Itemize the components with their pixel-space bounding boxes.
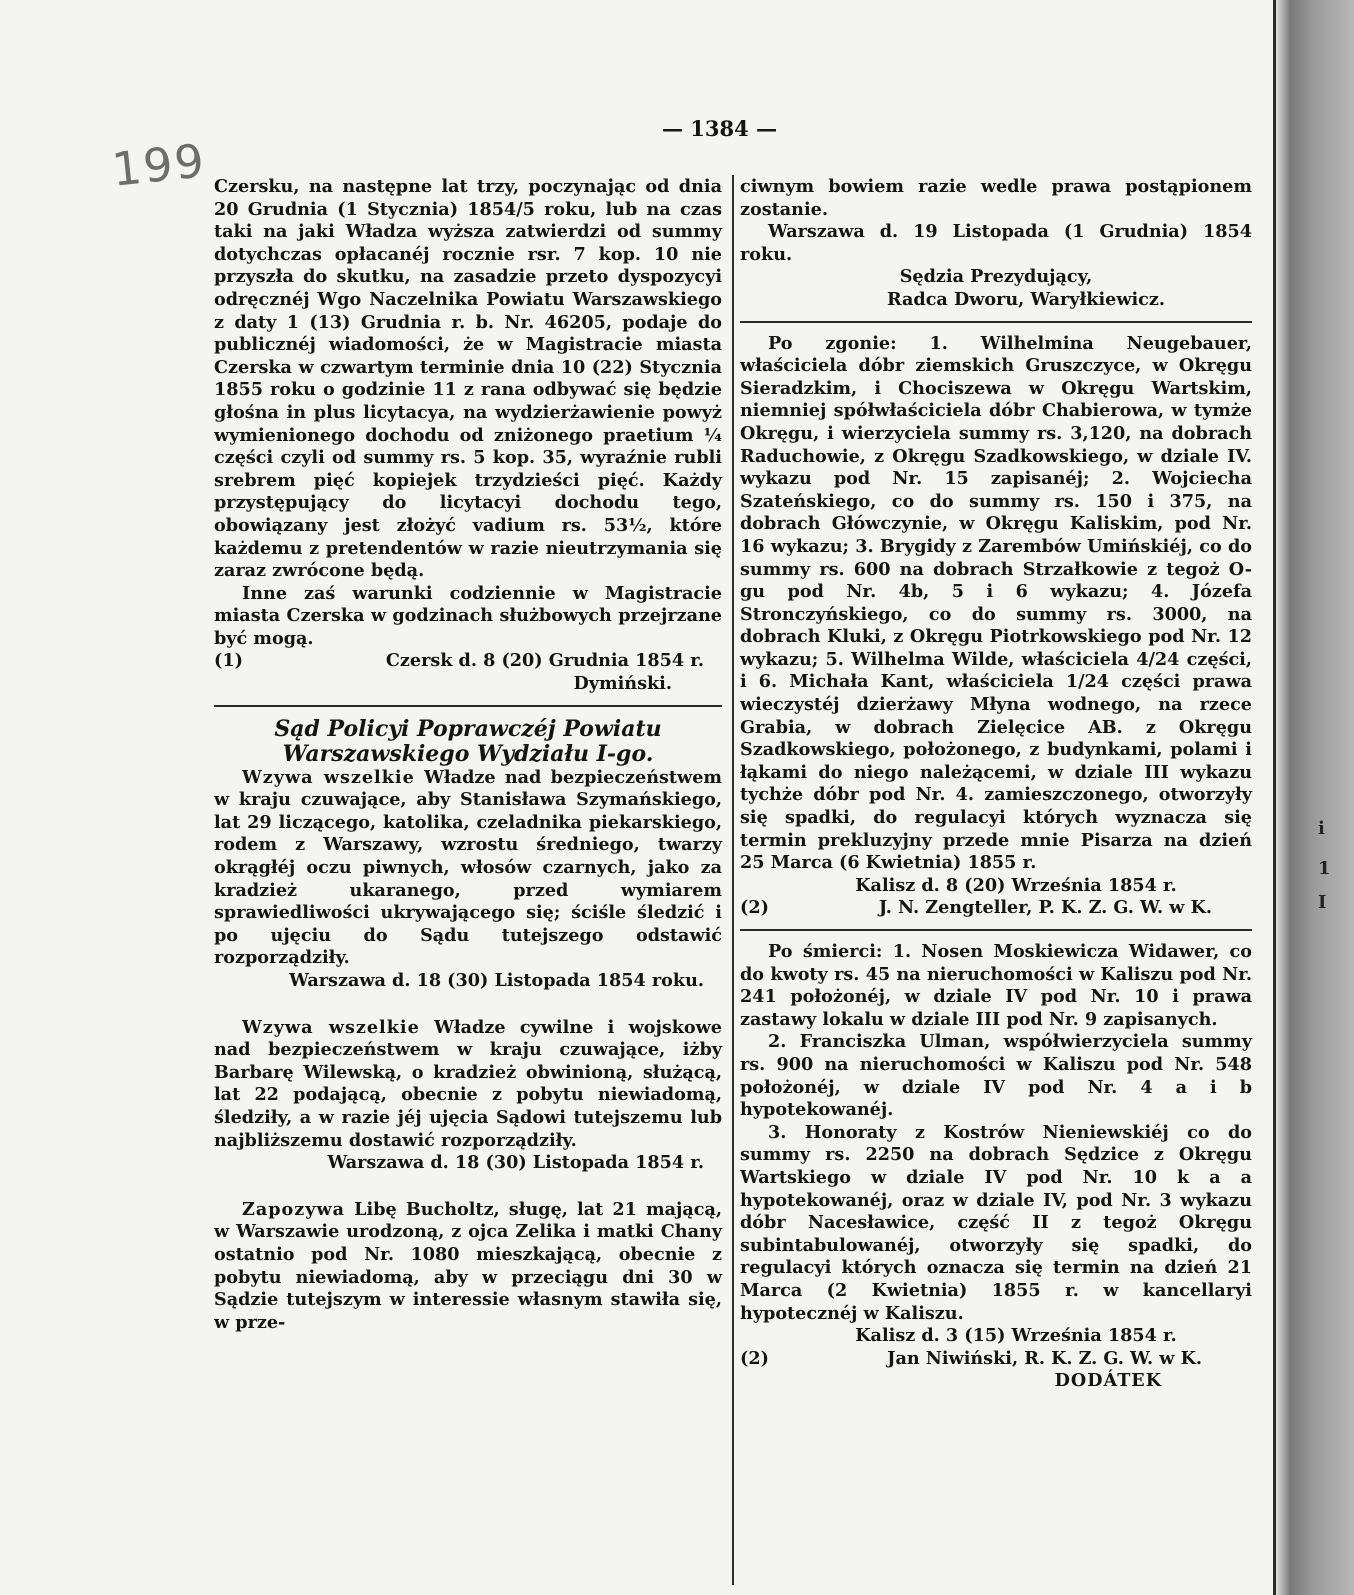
catchword: DODÁTEK	[1054, 1370, 1162, 1392]
column-divider	[732, 175, 734, 1585]
section-rule	[214, 705, 722, 707]
notice-neugebauer: Po zgonie: 1. Wilhelmina Neugebauer, właściciela dóbr ziemskich Gruszczyce, w Okręgu Sieradzkim, i Chociszewa w Okręgu Wartskim, niemniej spółwłaściciela dóbr Chabierowa, w tymże Okręgu, i wierzyciela summy rs. 3,120, na dobrach Raduchowie, z Okręgu Szadkowskiego, w dziale IV. wykazu pod Nr. 15 zapisanéj; 2. Wojciecha Szateńskiego, co do summy rs. 150 i 375, na dobrach Główczynie, w Okręgu Kaliskim, pod Nr. 16 wykazu; 3. Brygidy z Zarembów Umińskiéj, co do summy rs. 600 na dobrach Strzałkowie z tegoż O-gu pod Nr. 4b, 5 i 6 wykazu; 4. Józefa Stronczyńskiego, co do summy rs. 3000, na dobrach Kluki, z Okręgu Piotrkowskiego pod Nr. 12 wykazu; 5. Wilhelma Wilde, właściciela 4/24 części, i 6. Michała Kant, właściciela 1/24 części prawa wieczystéj dzierżawy Młyna wodnego, na rzece Grabia, w dobrach Zielęcice AB. z Okręgu Szadkowskiego, położonego, z budynkami, polami i łąkami do niego należącemi, w dziale III wykazu tychże dóbr pod Nr. 4. zamieszczonego, otworzyły się spadki, do regulacyi których wyznacza się termin prekluzyjny przede mnie Pisarza na dzień 25 Marca (6 Kwietnia) 1855 r.	[740, 332, 1252, 874]
notice-date: Kalisz d. 3 (15) Września 1854 r.	[855, 1325, 1177, 1347]
notice-szymanski	[214, 767, 722, 970]
notice-ulman: 2. Franciszka Ulman, współwierzyciela summy rs. 900 na nieruchomości w Kaliszu pod Nr. 548 położonéj, w dziale IV pod Nr. 4 a i b hypotekowanéj.	[740, 1031, 1252, 1121]
edge-mark-3: I	[1318, 892, 1327, 913]
page-number: — 1384 —	[662, 116, 778, 141]
adjacent-page-edge	[1276, 0, 1354, 1595]
notice-signature: J. N. Zengteller, P. K. Z. G. W. w K.	[878, 897, 1212, 919]
judge-signature: Radca Dworu, Waryłkiewicz.	[886, 288, 1166, 310]
notice-bucholtz	[214, 1199, 722, 1335]
notice-lead: Wzywa wszelkie	[242, 1016, 420, 1038]
notice-number: (2)	[740, 897, 769, 919]
edge-mark-2: 1	[1318, 858, 1331, 879]
notice-lead: Zapozywa	[242, 1198, 346, 1220]
edge-mark-1: i	[1318, 818, 1325, 839]
court-heading: Sąd Policyi Poprawczéj Powiatu Warszawskiego Wydziału I-go.	[274, 715, 662, 767]
notice-signature-row	[740, 897, 1252, 920]
notice-date: Czersk d. 8 (20) Grudnia 1854 r.	[385, 650, 704, 672]
notice-nieniewska: 3. Honoraty z Kostrów Nieniewskiéj co do summy rs. 2250 na dobrach Sędzice z Okręgu Wartskiego w dziale IV pod Nr. 10 k a a hypotekowanéj, oraz w dziale IV, pod Nr. 3 wykazu dóbr Nacesławice, część II z tegoż Okręgu subintabulowanéj, otworzyły się spadki, do regulacyi których oznacza się termin na dzień 21 Marca (2 Kwietnia) 1855 r. w kancellaryi hypotecznéj w Kaliszu.	[740, 1121, 1252, 1324]
notice-czersk-dateline	[214, 650, 722, 673]
pencil-folio-note: 199	[109, 133, 209, 197]
section-rule	[740, 929, 1252, 931]
notice-wilewska	[214, 1017, 722, 1153]
notice-number: (2)	[740, 1347, 769, 1369]
notice-date: Warszawa d. 18 (30) Listopada 1854 roku.	[289, 970, 704, 991]
notice-widawer: Po śmierci: 1. Nosen Moskiewicza Widawer, co do kwoty rs. 45 na nieruchomości w Kaliszu pod Nr. 241 położonéj, w dziale IV pod Nr. 10 i prawa zastawy lokalu w dziale III pod Nr. 9 zapisanych.	[740, 941, 1252, 1030]
notice-czersk-text: Czersku, na następne lat trzy, poczynając od dnia 20 Grudnia (1 Stycznia) 1854/5 roku, lub na czas taki na jaki Władza wyższa zatwierdzi od summy dotychczas opłacanéj rocznie rsr. 7 kop. 10 nie przyszła do skutku, na zasadzie przeto dyspozycyi odręcznéj Wgo Naczelnika Powiatu Warszawskiego z daty 1 (13) Grudnia r. b. Nr. 46205, podaje do publicznéj wiadomości, że w Magistracie miasta Czerska w czwartym terminie dnia 10 (22) Stycznia 1855 roku o godzinie 11 z rana odbywać się będzie głośna in plus licytacya, na wydzierżawienie powyż wymienionego dochodu od zniżonego praetium ¼ części czyli od summy rs. 5 kop. 35, wyraźnie rubli srebrem pięć kopiejek trzydzieści pięć. Każdy przystępujący do licytacyi dochodu tego, obowiązany jest złożyć vadium rs. 53½, które każdemu z pretendentów w razie nieutrzymania się zaraz zwrócone będą.	[214, 176, 722, 582]
notice-body: Władze cywilne i wojskowe nad bezpieczeństwem w kraju czuwające, iżby Barbarę Wilewską, o kradzież obwinioną, służącą, lat 22 podającą, obecnie z pobytu niewiadomą, śledziły, a w razie jéj ujęcia Sądowi tutejszemu lub najbliższemu dostawić rozporządziły.	[214, 1016, 722, 1151]
continuation-text: ciwnym bowiem razie wedle prawa postąpionem zostanie.	[740, 176, 1252, 220]
notice-lead: Wzywa wszelkie	[242, 766, 415, 788]
left-column	[214, 176, 722, 1334]
notice-czersk-conditions: Inne zaś warunki codziennie w Magistracie miasta Czerska w godzinach służbowych przejrzane być mogą.	[214, 582, 722, 649]
spacer	[214, 993, 722, 1017]
notice-date: Warszawa d. 18 (30) Listopada 1854 r.	[327, 1152, 704, 1174]
notice-signature-row	[740, 1348, 1252, 1371]
section-rule	[740, 321, 1252, 323]
right-column	[740, 176, 1252, 1393]
notice-signature: Dymiński.	[573, 673, 672, 695]
notice-body: Władze nad bezpieczeństwem w kraju czuwające, aby Stanisława Szymańskiego, lat 29 liczącego, katolika, czeladnika piekarskiego, rodem z Warszawy, wzrostu średniego, twarzy okrągłéj oczu piwnych, włosów czarnych, jako za kradzież ukaranego, przed wymiarem sprawiedliwości ukrywającego się; ściśle śledzić i po ujęciu do Sądu tutejszego odstawić rozporządziły.	[214, 766, 723, 969]
notice-body: Libę Bucholtz, sługę, lat 21 mającą, w Warszawie urodzoną, z ojca Zelika i matki Chany ostatnio pod Nr. 1080 mieszkającą, obecnie z pobytu niewiadomą, aby w przeciągu dni 30 w Sądzie tutejszym w interessie własnym stawiła się, w prze-	[214, 1198, 722, 1333]
notice-signature: Jan Niwiński, R. K. Z. G. W. w K.	[887, 1347, 1202, 1369]
continuation-date: Warszawa d. 19 Listopada (1 Grudnia) 1854 roku.	[740, 221, 1252, 265]
notice-number: (1)	[214, 650, 243, 672]
notice-date: Kalisz d. 8 (20) Września 1854 r.	[855, 874, 1177, 896]
page-gutter-line	[1273, 0, 1276, 1595]
spacer	[214, 1175, 722, 1199]
judge-title: Sędzia Prezydujący,	[899, 266, 1093, 288]
